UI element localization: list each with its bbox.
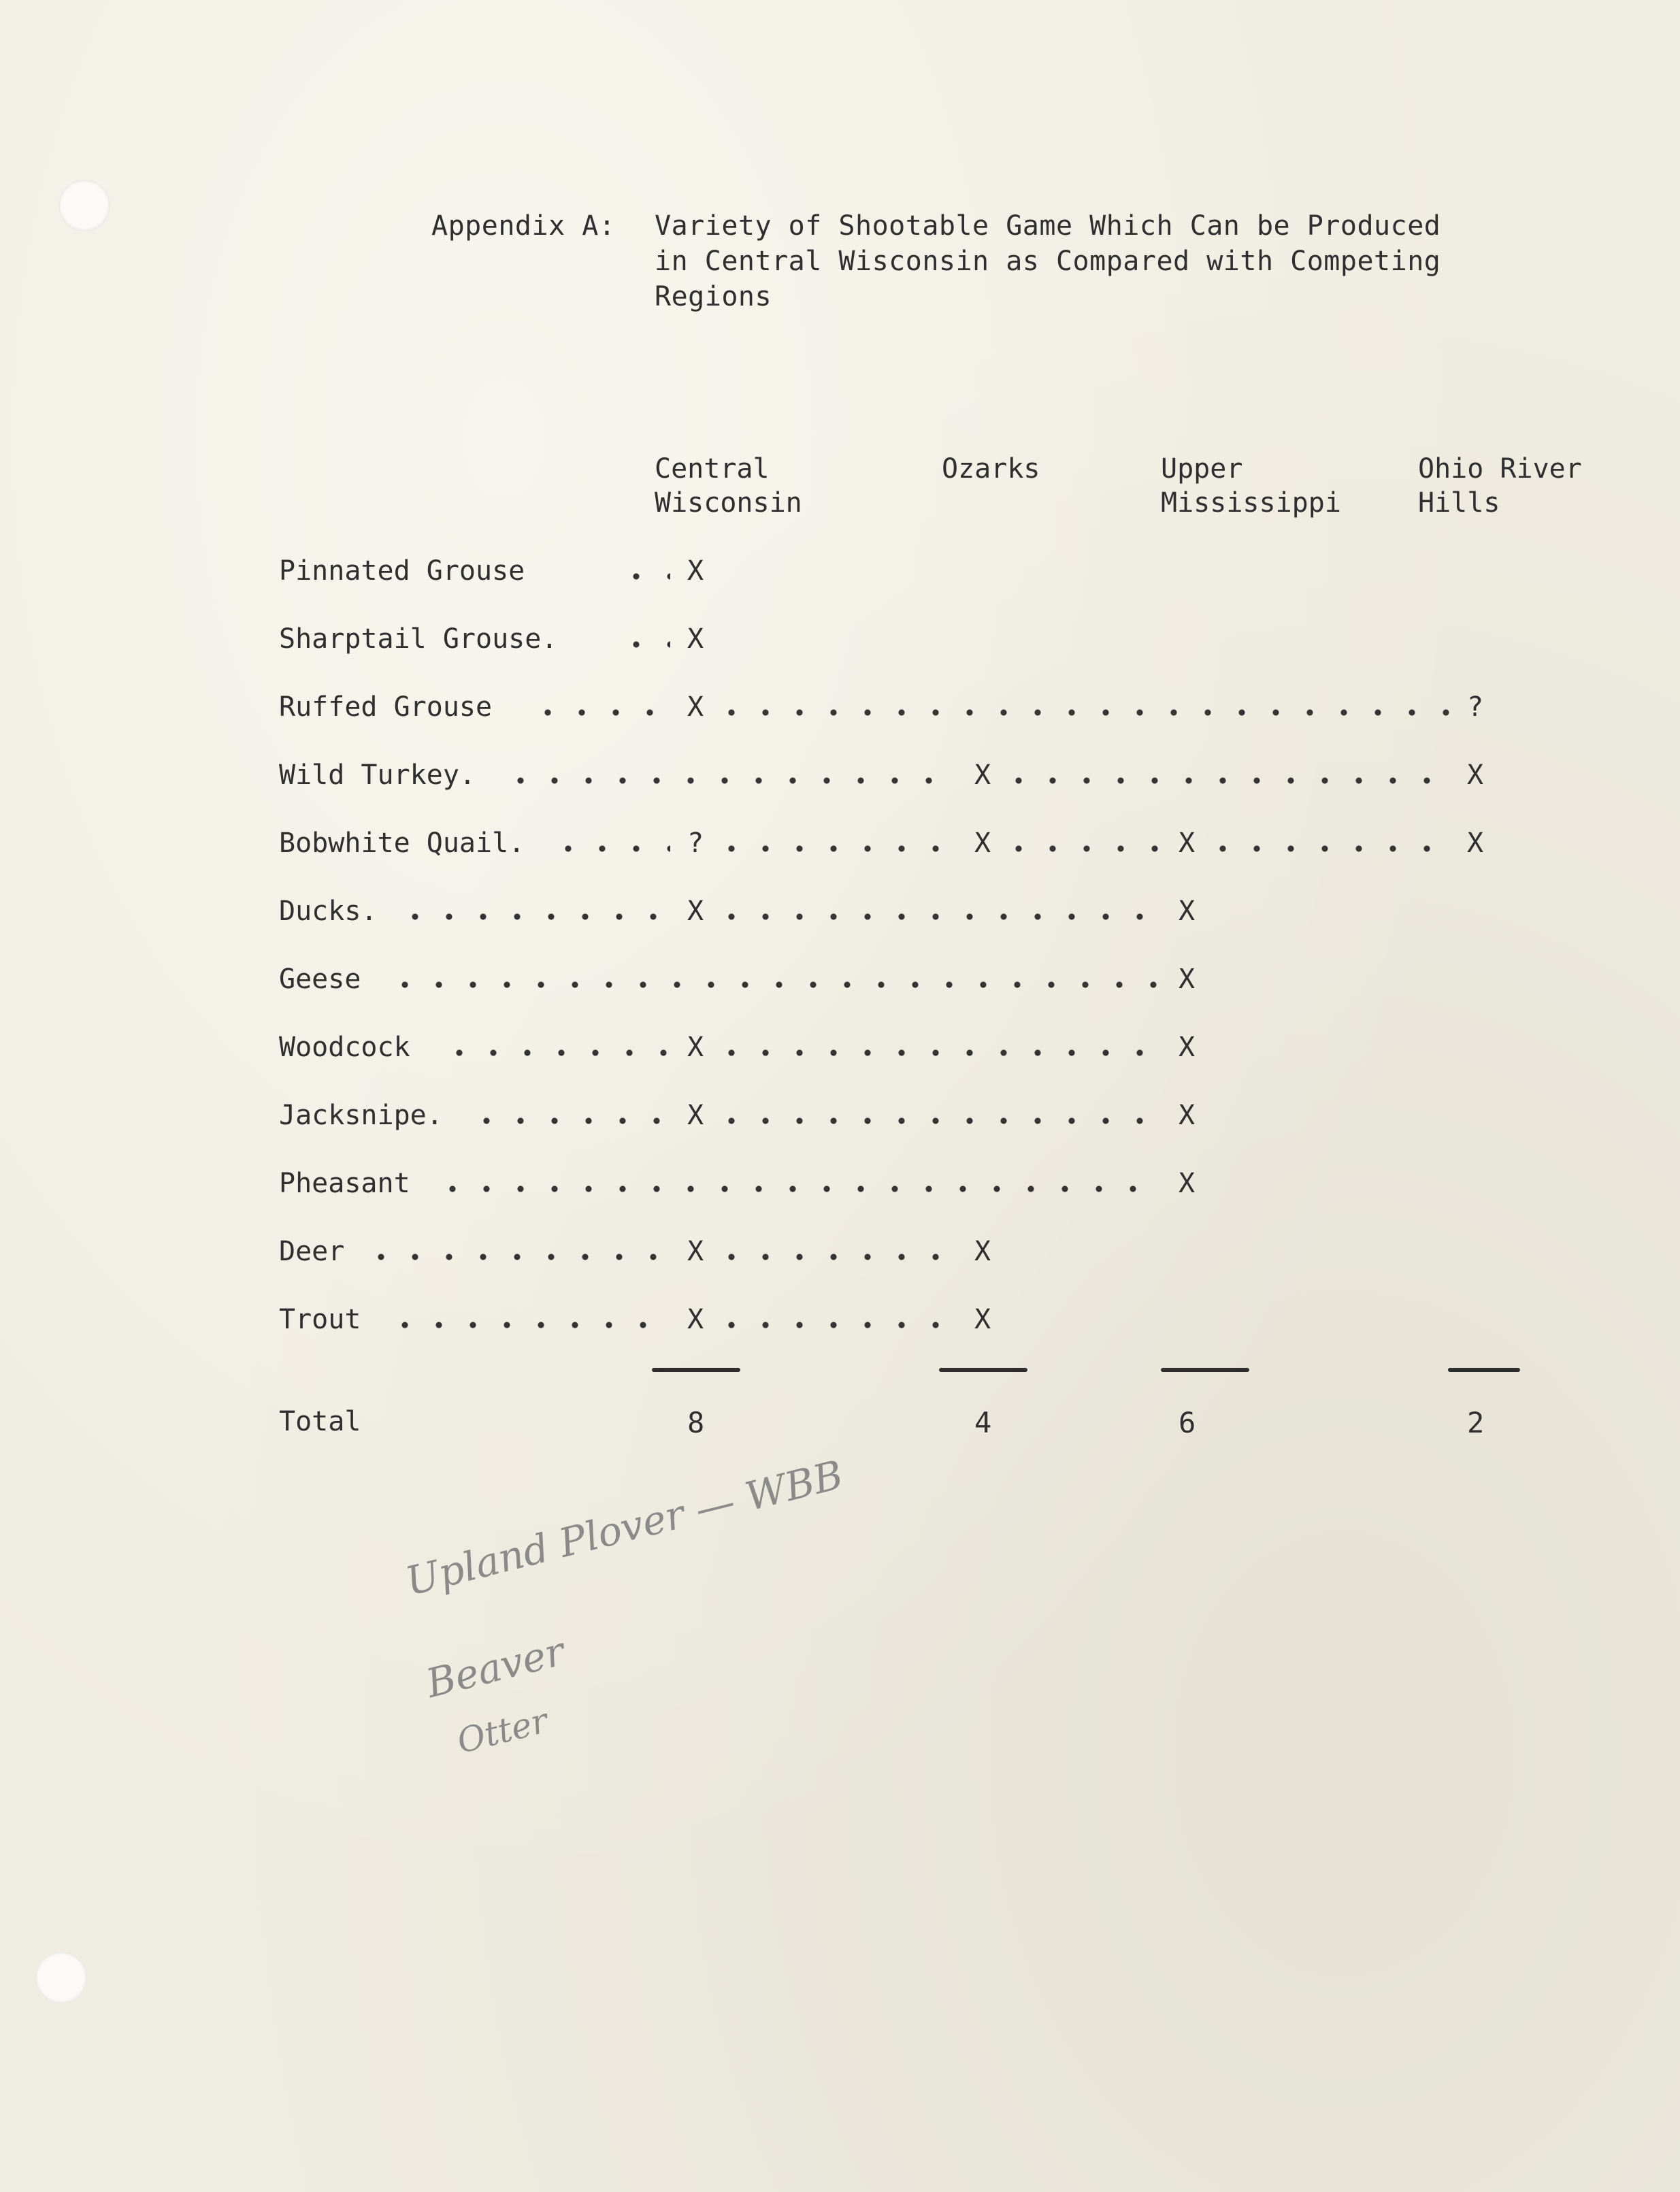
table-row [0,1236,1680,1277]
total-rule [939,1368,1027,1372]
leader-dots [531,709,670,716]
leader-dots [714,709,1450,716]
table-row [0,896,1680,936]
mark-ozarks: X [974,1304,991,1335]
column-header-line: Hills [1418,487,1500,519]
title-line-3: Regions [655,281,772,312]
table-row [0,691,1680,732]
leader-dots [551,845,670,852]
leader-dots [714,1049,1162,1056]
mark-upper-mississippi: X [1179,1032,1196,1063]
leader-dots [714,1322,957,1328]
leader-dots [504,777,957,784]
leader-dots [435,1185,1162,1192]
appendix-label: Appendix A: [431,210,616,242]
leader-dots [442,1049,670,1056]
handwritten-note-upland-plover: Upland Plover — WBB [401,1451,848,1605]
mark-central-wisconsin: X [687,1100,704,1131]
mark-central-wisconsin: X [687,555,704,587]
leader-dots [619,573,670,580]
column-header-ozarks [942,452,1040,486]
mark-upper-mississippi: X [1179,828,1196,859]
total-label: Total [279,1406,361,1437]
mark-upper-mississippi: X [1179,964,1196,995]
table-row [0,1168,1680,1209]
total-rule [1161,1368,1249,1372]
mark-upper-mississippi: X [1179,1100,1196,1131]
total-rule [1448,1368,1520,1372]
leader-dots [714,845,957,852]
leader-dots [388,981,1162,988]
game-name: Woodcock [279,1032,410,1063]
game-name: Wild Turkey. [279,759,476,791]
table-row [0,828,1680,868]
game-name: Deer [279,1236,345,1267]
handwritten-note-otter: Otter [452,1701,552,1761]
table-row [0,1100,1680,1141]
total-ozarks: 4 [974,1406,992,1439]
title-line-1: Variety of Shootable Game Which Can be Produced [655,210,1441,242]
column-header-upper-mississippi [1161,452,1341,520]
mark-ohio-river-hills: ? [1467,691,1484,723]
mark-central-wisconsin: X [687,691,704,723]
game-name: Pinnated Grouse [279,555,525,587]
table-row [0,555,1680,596]
mark-central-wisconsin: X [687,1304,704,1335]
column-header-line: Wisconsin [655,487,802,519]
mark-central-wisconsin: X [687,896,704,927]
mark-ohio-river-hills: X [1467,759,1484,791]
game-name: Jacksnipe. [279,1100,443,1131]
table-row [0,1032,1680,1073]
column-header-line: Upper [1161,453,1243,485]
title-line-2: in Central Wisconsin as Compared with Competing [655,246,1441,277]
game-name: Ducks. [279,896,378,927]
mark-central-wisconsin: X [687,623,704,655]
mark-central-wisconsin: X [687,1032,704,1063]
total-upper-mississippi: 6 [1179,1406,1196,1439]
handwritten-note-beaver: Beaver [421,1628,570,1707]
total-row [0,1406,1680,1447]
table-row [0,1304,1680,1345]
column-header-line: Ozarks [942,453,1040,485]
punch-hole-top [59,180,110,231]
column-header-ohio-river-hills [1418,452,1582,520]
leader-dots [388,1322,670,1328]
table-row [0,964,1680,1004]
mark-ozarks: X [974,1236,991,1267]
mark-central-wisconsin: X [687,1236,704,1267]
mark-ozarks: X [974,759,991,791]
column-header-central-wisconsin [655,452,802,520]
mark-ozarks: X [974,828,991,859]
leader-dots [1002,777,1450,784]
leader-dots [1002,845,1162,852]
leader-dots [470,1117,670,1124]
game-name: Pheasant [279,1168,410,1199]
leader-dots [714,1254,957,1260]
game-name: Trout [279,1304,361,1335]
column-header-line: Mississippi [1161,487,1341,519]
leader-dots [1206,845,1450,852]
table-row [0,623,1680,664]
total-rule [652,1368,740,1372]
game-name: Sharptail Grouse. [279,623,558,655]
game-name: Ruffed Grouse [279,691,493,723]
mark-upper-mississippi: X [1179,1168,1196,1199]
column-header-line: Ohio River [1418,453,1582,485]
column-header-line: Central [655,453,770,485]
leader-dots [714,1117,1162,1124]
mark-ohio-river-hills: X [1467,828,1484,859]
appendix-title [655,208,1471,314]
total-central-wisconsin: 8 [687,1406,705,1439]
leader-dots [364,1254,670,1260]
total-ohio-river-hills: 2 [1467,1406,1485,1439]
leader-dots [619,641,670,648]
mark-central-wisconsin: ? [687,828,704,859]
leader-dots [714,913,1162,920]
game-name: Bobwhite Quail. [279,828,525,859]
mark-upper-mississippi: X [1179,896,1196,927]
punch-hole-bottom [35,1952,87,2003]
table-row [0,759,1680,800]
leader-dots [398,913,670,920]
game-name: Geese [279,964,361,995]
